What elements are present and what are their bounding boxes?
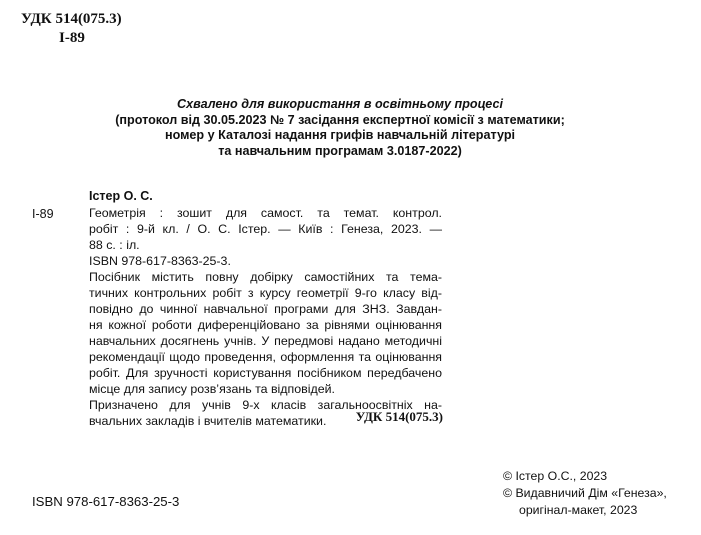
abstract-line: рекомендації щодо проведення, оформлення та оцінювання [89, 350, 442, 364]
copyright-block [503, 468, 667, 519]
copyright-line: © Істер О.С., 2023 [503, 469, 608, 483]
bib-line: робіт : 9-й кл. / О. С. Істер. — Київ : Генеза, 2023. — [89, 222, 442, 236]
abstract-line: навчальних досягнень учнів. У передмові надано методичні [89, 334, 442, 348]
abstract-line: Посібник містить повну добірку самостійних та тема- [89, 270, 442, 284]
approval-title: Схвалено для використання в освітньому процесі [177, 97, 503, 111]
udk-header-label: УДК 514(075.3) [21, 11, 122, 27]
abstract-line: вчальних закладів і вчителів математики. [89, 414, 327, 428]
card-author-code: І-89 [32, 207, 54, 221]
card-author: Істер О. С. [89, 189, 153, 203]
approval-line: та навчальним програмам 3.0187-2022) [218, 143, 462, 158]
card-isbn: ISBN 978-617-8363-25-3. [89, 254, 231, 268]
catalog-card [89, 205, 442, 429]
bib-line: 88 с. : іл. [89, 238, 140, 252]
approval-block [80, 97, 600, 159]
approval-line: номер у Каталозі надання грифів навчальній літературі [164, 128, 516, 143]
copyright-line: оригінал-макет, 2023 [519, 503, 638, 517]
abstract-line: місце для запису розв’язань та відповідей. [89, 382, 335, 396]
footer-isbn: ISBN 978-617-8363-25-3 [32, 494, 180, 509]
abstract-line: робіт. Для зручності користування посібником передбачено [89, 366, 442, 380]
author-code-header: І-89 [59, 30, 85, 46]
abstract-line: повідно до чинної навчальної програми для ЗНЗ. Завдан- [89, 302, 442, 316]
abstract-line: тичних контрольних робіт з курсу геометрії 9-го класу від- [89, 286, 442, 300]
card-udk: УДК 514(075.3) [355, 409, 443, 424]
abstract-line: Призначено для учнів 9-х класів загальноосвітніх на- [89, 398, 442, 412]
udk-header [21, 10, 122, 48]
bib-line: Геометрія : зошит для самост. та темат. контрол. [89, 206, 442, 220]
copyright-line: © Видавничий Дім «Генеза», [503, 486, 667, 500]
approval-line: (протокол від 30.05.2023 № 7 засідання експертної комісії з математики; [115, 112, 565, 127]
abstract-line: ня кожної роботи диференційовано за рівнями оцінювання [89, 318, 442, 332]
